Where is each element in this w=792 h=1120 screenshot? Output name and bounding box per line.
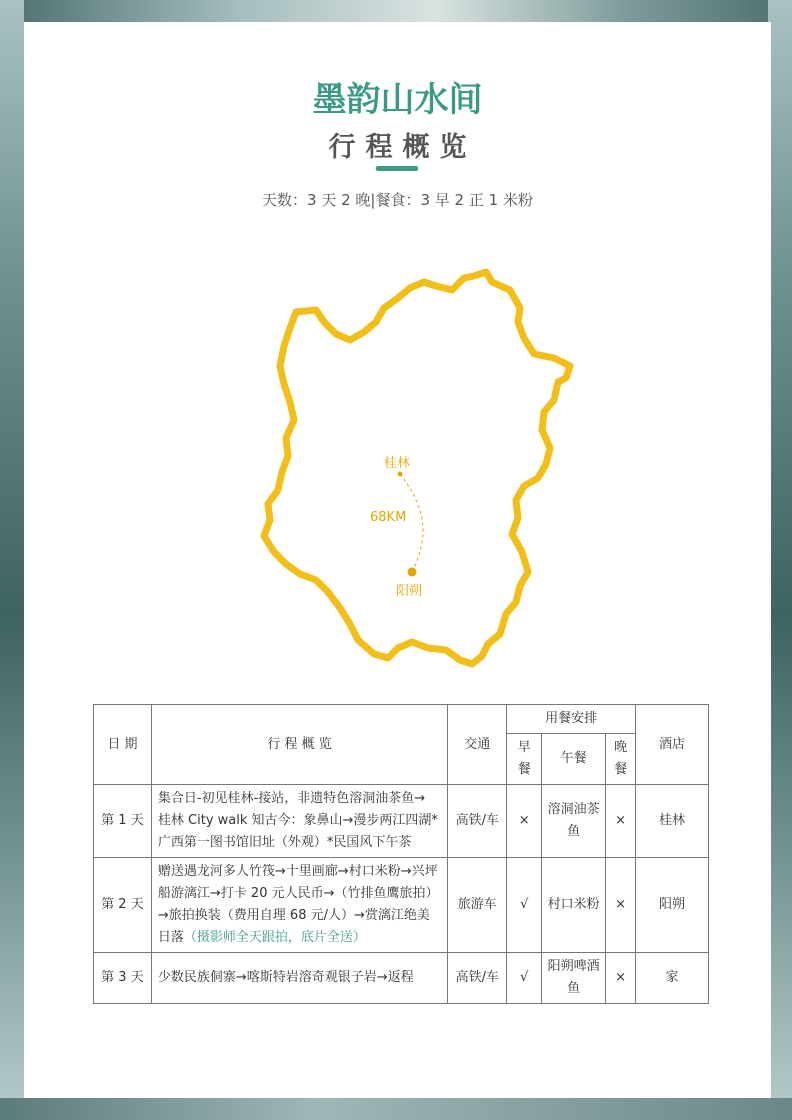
table-row: [94, 785, 709, 858]
header-breakfast: 早餐: [507, 734, 542, 785]
cell-day: 第 3 天: [94, 953, 152, 1004]
cell-overview: 集合日-初见桂林-接站，非遗特色溶洞油茶鱼→ 桂林 City walk 知古今：象鼻山→漫步两江四湖*广西第一图书馆旧址（外观）*民国风下午茶: [151, 785, 447, 858]
cell-dinner: ×: [606, 858, 636, 953]
header-lunch: 午餐: [542, 734, 606, 785]
cell-breakfast: ×: [507, 785, 542, 858]
background-landscape-top: [0, 0, 792, 22]
route-map: [224, 242, 574, 687]
cell-overview: 赠送遇龙河多人竹筏→十里画廊→村口米粉→兴坪船游漓江→打卡 20 元人民币→（竹排鱼鹰旅拍）→旅拍换装（费用自理 68 元/人）→赏漓江绝美日落（摄影师全天跟拍，底片全送）: [151, 858, 447, 953]
cell-breakfast: √: [507, 858, 542, 953]
cell-transport: 高铁/车: [448, 785, 507, 858]
region-outline: [264, 272, 570, 664]
map-label-guilin: 桂林: [384, 456, 411, 471]
table-row: [94, 858, 709, 953]
background-landscape-right: [768, 0, 792, 1120]
cell-day: 第 2 天: [94, 858, 152, 953]
table-header-row: [94, 705, 709, 734]
title-underline: [376, 166, 418, 171]
cell-hotel: 桂林: [636, 785, 709, 858]
document-page: [24, 22, 771, 1098]
map-label-distance: 68KM: [370, 510, 407, 525]
page-title: 墨韵山水间: [312, 80, 483, 120]
cell-lunch: 阳朔啤酒鱼: [542, 953, 606, 1004]
cell-breakfast: √: [507, 953, 542, 1004]
cell-transport: 旅游车: [448, 858, 507, 953]
cell-lunch: 村口米粉: [542, 858, 606, 953]
cell-dinner: ×: [606, 785, 636, 858]
header-meals: 用餐安排: [507, 705, 636, 734]
cell-hotel: 阳朔: [636, 858, 709, 953]
header-hotel: 酒店: [636, 705, 709, 785]
start-dot: [398, 472, 403, 477]
background-landscape-left: [0, 0, 24, 1120]
page-subtitle: 行程概览: [328, 132, 477, 163]
trip-summary: 天数：3 天 2 晚|餐食：3 早 2 正 1 米粉: [262, 191, 533, 209]
header-overview: 行 程 概 览: [151, 705, 447, 785]
itinerary-table: [93, 704, 709, 1004]
photographer-note: （摄影师全天跟拍，底片全送）: [183, 930, 366, 945]
cell-day: 第 1 天: [94, 785, 152, 858]
cell-hotel: 家: [636, 953, 709, 1004]
header-day: 日 期: [94, 705, 152, 785]
header-dinner: 晚餐: [606, 734, 636, 785]
table-row: [94, 953, 709, 1004]
background-landscape-bottom: [0, 1098, 792, 1120]
cell-transport: 高铁/车: [448, 953, 507, 1004]
cell-overview: 少数民族侗寨→喀斯特岩溶奇观银子岩→返程: [151, 953, 447, 1004]
cell-lunch: 溶洞油茶鱼: [542, 785, 606, 858]
header-transport: 交通: [448, 705, 507, 785]
map-label-yangshuo: 阳朔: [396, 584, 423, 599]
end-dot: [408, 568, 417, 577]
cell-dinner: ×: [606, 953, 636, 1004]
